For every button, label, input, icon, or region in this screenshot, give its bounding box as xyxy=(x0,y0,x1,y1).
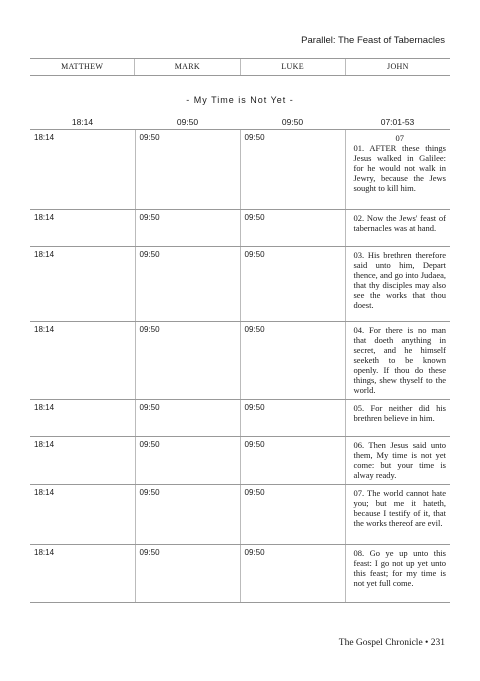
luke-cell: 09:50 xyxy=(240,322,345,400)
header-matthew: MATTHEW xyxy=(30,59,135,75)
table-row xyxy=(30,130,450,210)
verse-text: 06. Then Jesus said unto them, My time is not yet come: but your time is alway ready. xyxy=(353,440,446,480)
ref-john: 07:01-53 xyxy=(380,117,415,127)
john-verse-cell xyxy=(345,545,450,603)
verse-text: 05. For neither did his brethren believe in him. xyxy=(353,403,446,423)
verse-text: 08. Go ye up unto this feast: I go not up yet unto this feast; for my time is not yet full come. xyxy=(353,548,446,588)
luke-cell: 09:50 xyxy=(240,485,345,545)
table-row xyxy=(30,400,450,437)
ref-mark: 09:50 xyxy=(176,117,199,127)
mark-cell: 09:50 xyxy=(135,247,240,322)
verse-text: 01. AFTER these things Jesus walked in Galilee: for he would not walk in Jewry, because the Jews sought to kill him. xyxy=(353,143,446,193)
john-verse-cell xyxy=(345,247,450,322)
chapter-number: 07 xyxy=(395,133,404,143)
running-head: Parallel: The Feast of Tabernacles xyxy=(301,35,445,46)
john-verse-cell xyxy=(345,130,450,210)
verse-text: 02. Now the Jews' feast of tabernacles was at hand. xyxy=(353,213,446,233)
table-row xyxy=(30,210,450,247)
mark-cell: 09:50 xyxy=(135,400,240,437)
mark-cell: 09:50 xyxy=(135,485,240,545)
table-row xyxy=(30,485,450,545)
mark-cell: 09:50 xyxy=(135,437,240,485)
table-row xyxy=(30,437,450,485)
table-row xyxy=(30,545,450,603)
page-footer: The Gospel Chronicle • 231 xyxy=(338,638,445,648)
header-luke: LUKE xyxy=(241,59,346,75)
matthew-cell: 18:14 xyxy=(30,322,135,400)
luke-cell: 09:50 xyxy=(240,210,345,247)
verse-text: 07. The world cannot hate you; but me it hateth, because I testify of it, that the works thereof are evil. xyxy=(353,488,446,528)
john-verse-cell xyxy=(345,485,450,545)
ref-luke: 09:50 xyxy=(281,117,304,127)
luke-cell: 09:50 xyxy=(240,400,345,437)
section-title: - My Time is Not Yet - xyxy=(186,95,294,105)
gospel-column-header xyxy=(30,58,450,76)
reference-row xyxy=(30,117,450,127)
matthew-cell: 18:14 xyxy=(30,485,135,545)
john-verse-cell xyxy=(345,322,450,400)
ref-matthew: 18:14 xyxy=(71,117,94,127)
matthew-cell: 18:14 xyxy=(30,400,135,437)
mark-cell: 09:50 xyxy=(135,322,240,400)
luke-cell: 09:50 xyxy=(240,437,345,485)
table-row xyxy=(30,247,450,322)
john-verse-cell xyxy=(345,437,450,485)
mark-cell: 09:50 xyxy=(135,210,240,247)
john-verse-cell xyxy=(345,210,450,247)
parallel-table xyxy=(30,129,450,603)
matthew-cell: 18:14 xyxy=(30,437,135,485)
table-row xyxy=(30,322,450,400)
header-mark: MARK xyxy=(135,59,240,75)
header-john: JOHN xyxy=(387,62,409,71)
mark-cell: 09:50 xyxy=(135,545,240,603)
john-verse-cell xyxy=(345,400,450,437)
luke-cell: 09:50 xyxy=(240,545,345,603)
verse-text: 03. His brethren therefore said unto him, Depart thence, and go into Judaea, that thy disciples may also see the works that thou doest. xyxy=(353,250,446,310)
mark-cell: 09:50 xyxy=(135,130,240,210)
verse-text: 04. For there is no man that doeth anything in secret, and he himself seeketh to be known openly. If thou do these things, shew thyself to the world. xyxy=(353,325,446,395)
luke-cell: 09:50 xyxy=(240,130,345,210)
matthew-cell: 18:14 xyxy=(30,210,135,247)
matthew-cell: 18:14 xyxy=(30,247,135,322)
luke-cell: 09:50 xyxy=(240,247,345,322)
matthew-cell: 18:14 xyxy=(30,545,135,603)
matthew-cell: 18:14 xyxy=(30,130,135,210)
